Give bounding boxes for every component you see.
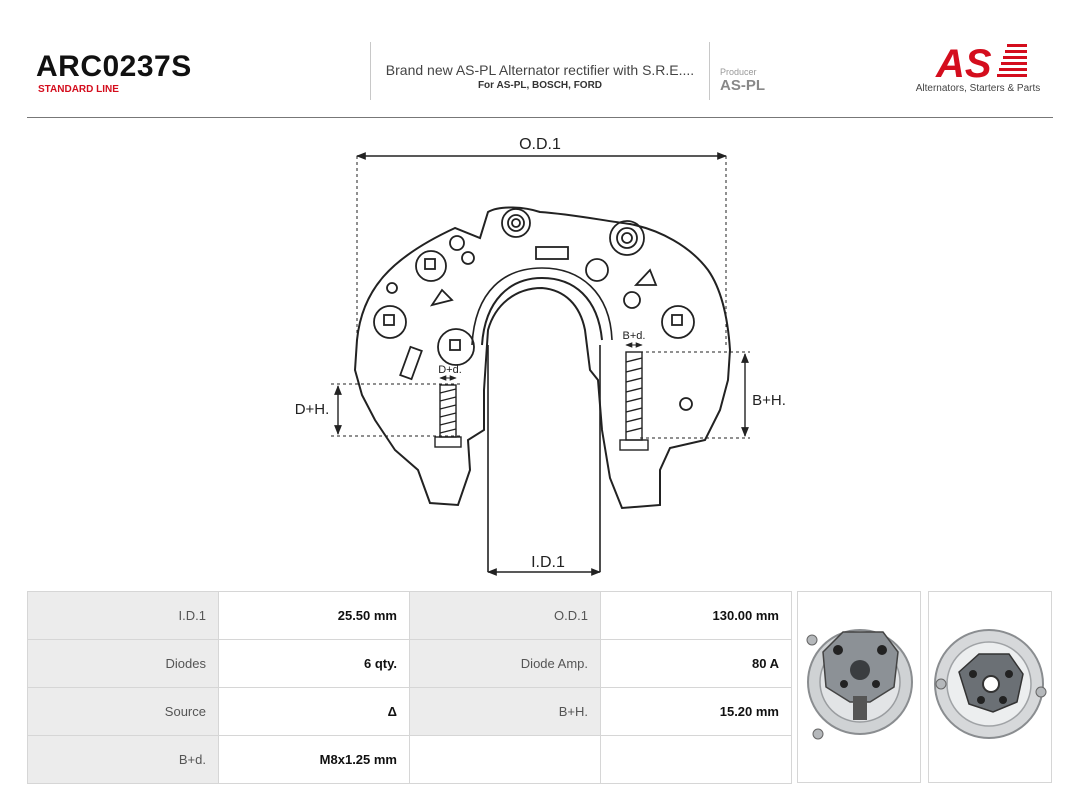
bd-label: B+d.: [622, 330, 646, 342]
od-label: O.D.1: [519, 136, 561, 153]
table-row: [28, 736, 792, 784]
spec-value: 25.50 mm: [219, 592, 410, 640]
spec-value: M8x1.25 mm: [219, 736, 410, 784]
header-divider: [709, 42, 710, 100]
spec-value: 6 qty.: [219, 640, 410, 688]
spec-label: B+d.: [28, 736, 219, 784]
spec-empty-cell: [410, 736, 601, 784]
spec-label: Diode Amp.: [410, 640, 601, 688]
spec-label: B+H.: [410, 688, 601, 736]
header-rule: [27, 117, 1053, 118]
spec-value: 15.20 mm: [601, 688, 792, 736]
spec-label: Diodes: [28, 640, 219, 688]
spec-label: O.D.1: [410, 592, 601, 640]
logo-text: AS: [936, 42, 992, 82]
fitment-text: For AS-PL, BOSCH, FORD: [477, 80, 603, 91]
technical-drawing: [280, 128, 800, 583]
dd-label: D+d.: [438, 364, 462, 376]
brand-tagline: Alternators, Starters & Parts: [915, 83, 1041, 94]
spec-value: 130.00 mm: [601, 592, 792, 640]
spec-value: 80 A: [601, 640, 792, 688]
product-photo-2[interactable]: [928, 591, 1052, 783]
product-description: Brand new AS-PL Alternator rectifier with S.R.E....: [385, 62, 695, 78]
product-line-label: STANDARD LINE: [38, 84, 119, 95]
producer-name: AS-PL: [720, 77, 765, 94]
product-photo-1[interactable]: [797, 591, 921, 783]
dh-label: D+H.: [294, 401, 330, 418]
table-row: [28, 640, 792, 688]
header-divider: [370, 42, 371, 100]
table-row: [28, 592, 792, 640]
spec-value: Δ: [219, 688, 410, 736]
table-row: [28, 688, 792, 736]
producer-label: Producer: [720, 67, 757, 77]
spec-label: Source: [28, 688, 219, 736]
spec-table: [27, 591, 792, 784]
spec-label: I.D.1: [28, 592, 219, 640]
bh-label: B+H.: [752, 392, 786, 409]
spec-empty-cell: [601, 736, 792, 784]
part-code: ARC0237S: [36, 50, 192, 83]
brand-logo: [934, 40, 1030, 82]
id-label: I.D.1: [531, 554, 565, 571]
